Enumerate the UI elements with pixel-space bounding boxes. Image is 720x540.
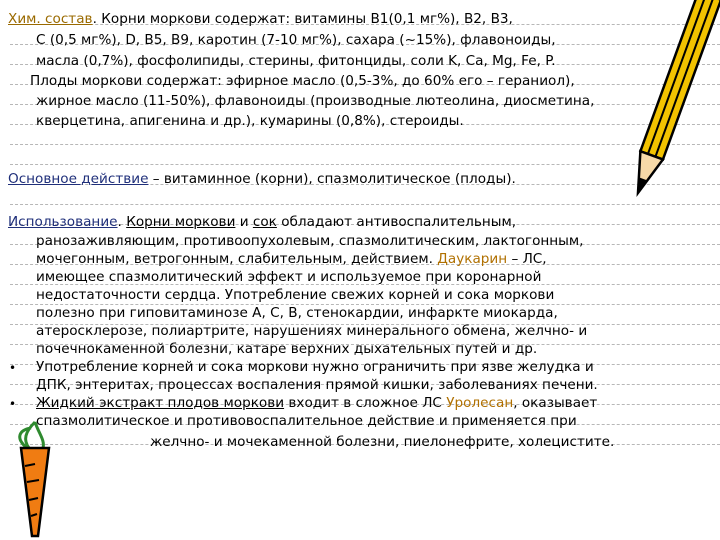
composition-line-5: жирное масло (11-50%), флавоноиды (производные лютеолина, диосметина,: [36, 93, 595, 109]
composition-line-6: кверцетина, апигенина и др.), кумарины (0,8%), стероиды.: [36, 113, 464, 129]
bullet-2-line-2: спазмолитическое и противовоспалительное действие и применяется при: [36, 413, 577, 429]
usage-line-5: недостаточности сердца. Употребление свежих корней и сока моркови: [36, 287, 555, 303]
bullet-2-line-1: Жидкий экстракт плодов моркови входит в сложное ЛС Уролесан, оказывает: [36, 395, 598, 411]
usage-title: Использование: [8, 214, 118, 230]
carrot-icon: [5, 418, 65, 538]
action-line: Основное действие – витаминное (корни), спазмолитическое (плоды).: [8, 171, 516, 187]
composition-title: Хим. состав: [8, 11, 93, 27]
action-title: Основное действие: [8, 171, 149, 187]
usage-line-2: ранозаживляющим, противоопухолевым, спазмолитическим, лактогонным,: [36, 233, 584, 249]
composition-line-2: C (0,5 мг%), D, B5, B9, каротин (7-10 мг%), сахара (~15%), флавоноиды,: [36, 32, 556, 48]
usage-line-1: Использование. Корни моркови и сок обладают антивоспалительным,: [8, 214, 517, 230]
usage-line-8: почечнокаменной болезни, катаре верхних дыхательных путей и др.: [36, 341, 538, 357]
bullet-2: •: [9, 397, 17, 411]
usage-line-3: мочегонным, ветрогонным, слабительным, действием. Даукарин – ЛС,: [36, 251, 547, 267]
usage-line-6: полезно при гиповитаминозе A, C, B, стенокардии, инфаркте миокарда,: [36, 305, 558, 321]
usage-line-7: атеросклерозе, полиартрите, нарушениях минерального обмена, желчно- и: [36, 323, 588, 339]
composition-line-3: масла (0,7%), фосфолипиды, стерины, фитонциды, соли K, Ca, Mg, Fe, P.: [36, 53, 556, 69]
usage-line-4: имеющее спазмолитический эффект и используемое при коронарной: [36, 269, 542, 285]
uroleson-name: Уролесан: [446, 395, 514, 411]
composition-line-1: Хим. состав. Корни моркови содержат: витамины B1(0,1 мг%), B2, B3,: [8, 11, 513, 27]
bullet-1-line-2: ДПК, энтеритах, процессах воспаления прямой кишки, заболеваниях печени.: [36, 377, 598, 393]
bullet-2-line-3: желчно- и мочекаменной болезни, пиелонефрите, холецистите.: [150, 434, 615, 450]
bullet-1: •: [9, 361, 17, 375]
composition-line-4: Плоды моркови содержат: эфирное масло (0,5-3%, до 60% его – гераниол),: [30, 73, 575, 89]
bullet-1-line-1: Употребление корней и сока моркови нужно ограничить при язве желудка и: [36, 359, 594, 375]
daucarin-name: Даукарин: [437, 251, 508, 267]
pencil-icon: [630, 0, 720, 205]
